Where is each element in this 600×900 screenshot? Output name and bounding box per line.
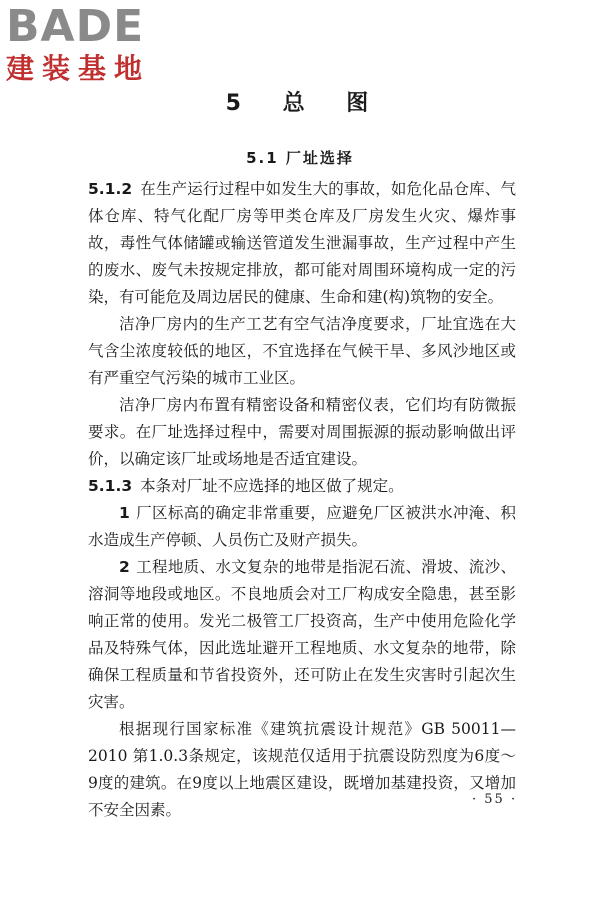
chapter-title: 5 总 图 <box>225 91 375 116</box>
clause-number: 5.1.3 <box>88 477 133 495</box>
page-number: · 55 · <box>472 792 518 807</box>
paragraph-5-1-3 <box>88 473 516 500</box>
paragraph-text: 洁净厂房内布置有精密设备和精密仪表，它们均有防微振要求。在厂址选择过程中，需要对周围振源的振动影响做出评价，以确定该厂址或场地是否适宜建设。 <box>88 396 516 468</box>
paragraph-vibration <box>88 392 516 473</box>
section-title: 5.1 厂址选择 <box>246 149 354 167</box>
item-number: 1 <box>119 504 130 522</box>
item-number: 2 <box>119 558 130 576</box>
clause-number: 5.1.2 <box>88 180 133 198</box>
logo-tagline: 建装基地 <box>6 52 151 85</box>
list-item-1 <box>88 500 516 554</box>
paragraph-text: 厂区标高的确定非常重要，应避免厂区被洪水冲淹、积水造成生产停顿、人员伤亡及财产损失。 <box>88 504 516 549</box>
list-item-2 <box>88 554 516 716</box>
paragraph-text: 洁净厂房内的生产工艺有空气洁净度要求，厂址宜选在大气含尘浓度较低的地区，不宜选择在气候干旱、多风沙地区或有严重空气污染的城市工业区。 <box>88 315 516 387</box>
paragraph-5-1-2 <box>88 176 516 311</box>
paragraph-text: 本条对厂址不应选择的地区做了规定。 <box>140 477 404 495</box>
paragraph-seismic <box>88 716 516 824</box>
paragraph-air-quality <box>88 311 516 392</box>
bade-logo <box>6 1 176 86</box>
paragraph-text: 在生产运行过程中如发生大的事故，如危化品仓库、气体仓库、特气化配厂房等甲类仓库及厂房发生火灾、爆炸事故，毒性气体储罐或输送管道发生泄漏事故，生产过程中产生的废水、废气未按规定排放，都可能对周围环境构成一定的污染，有可能危及周边居民的健康、生命和建(构)筑物的安全。 <box>88 180 516 306</box>
paragraph-text: 工程地质、水文复杂的地带是指泥石流、滑坡、流沙、溶洞等地段或地区。不良地质会对工厂构成安全隐患，甚至影响正常的使用。发光二极管工厂投资高，生产中使用危险化学品及特殊气体，因此选址避开工程地质、水文复杂的地带，除确保工程质量和节省投资外，还可防止在发生灾害时引起次生灾害。 <box>88 558 516 711</box>
logo-brand-text: BADE <box>6 1 145 52</box>
document-body <box>88 176 516 824</box>
paragraph-text: 根据现行国家标准《建筑抗震设计规范》GB 50011—2010 第1.0.3条规定，该规范仅适用于抗震设防烈度为6度～9度的建筑。在9度以上地震区建设，既增加基建投资，又增加不安全因素。 <box>88 720 516 819</box>
